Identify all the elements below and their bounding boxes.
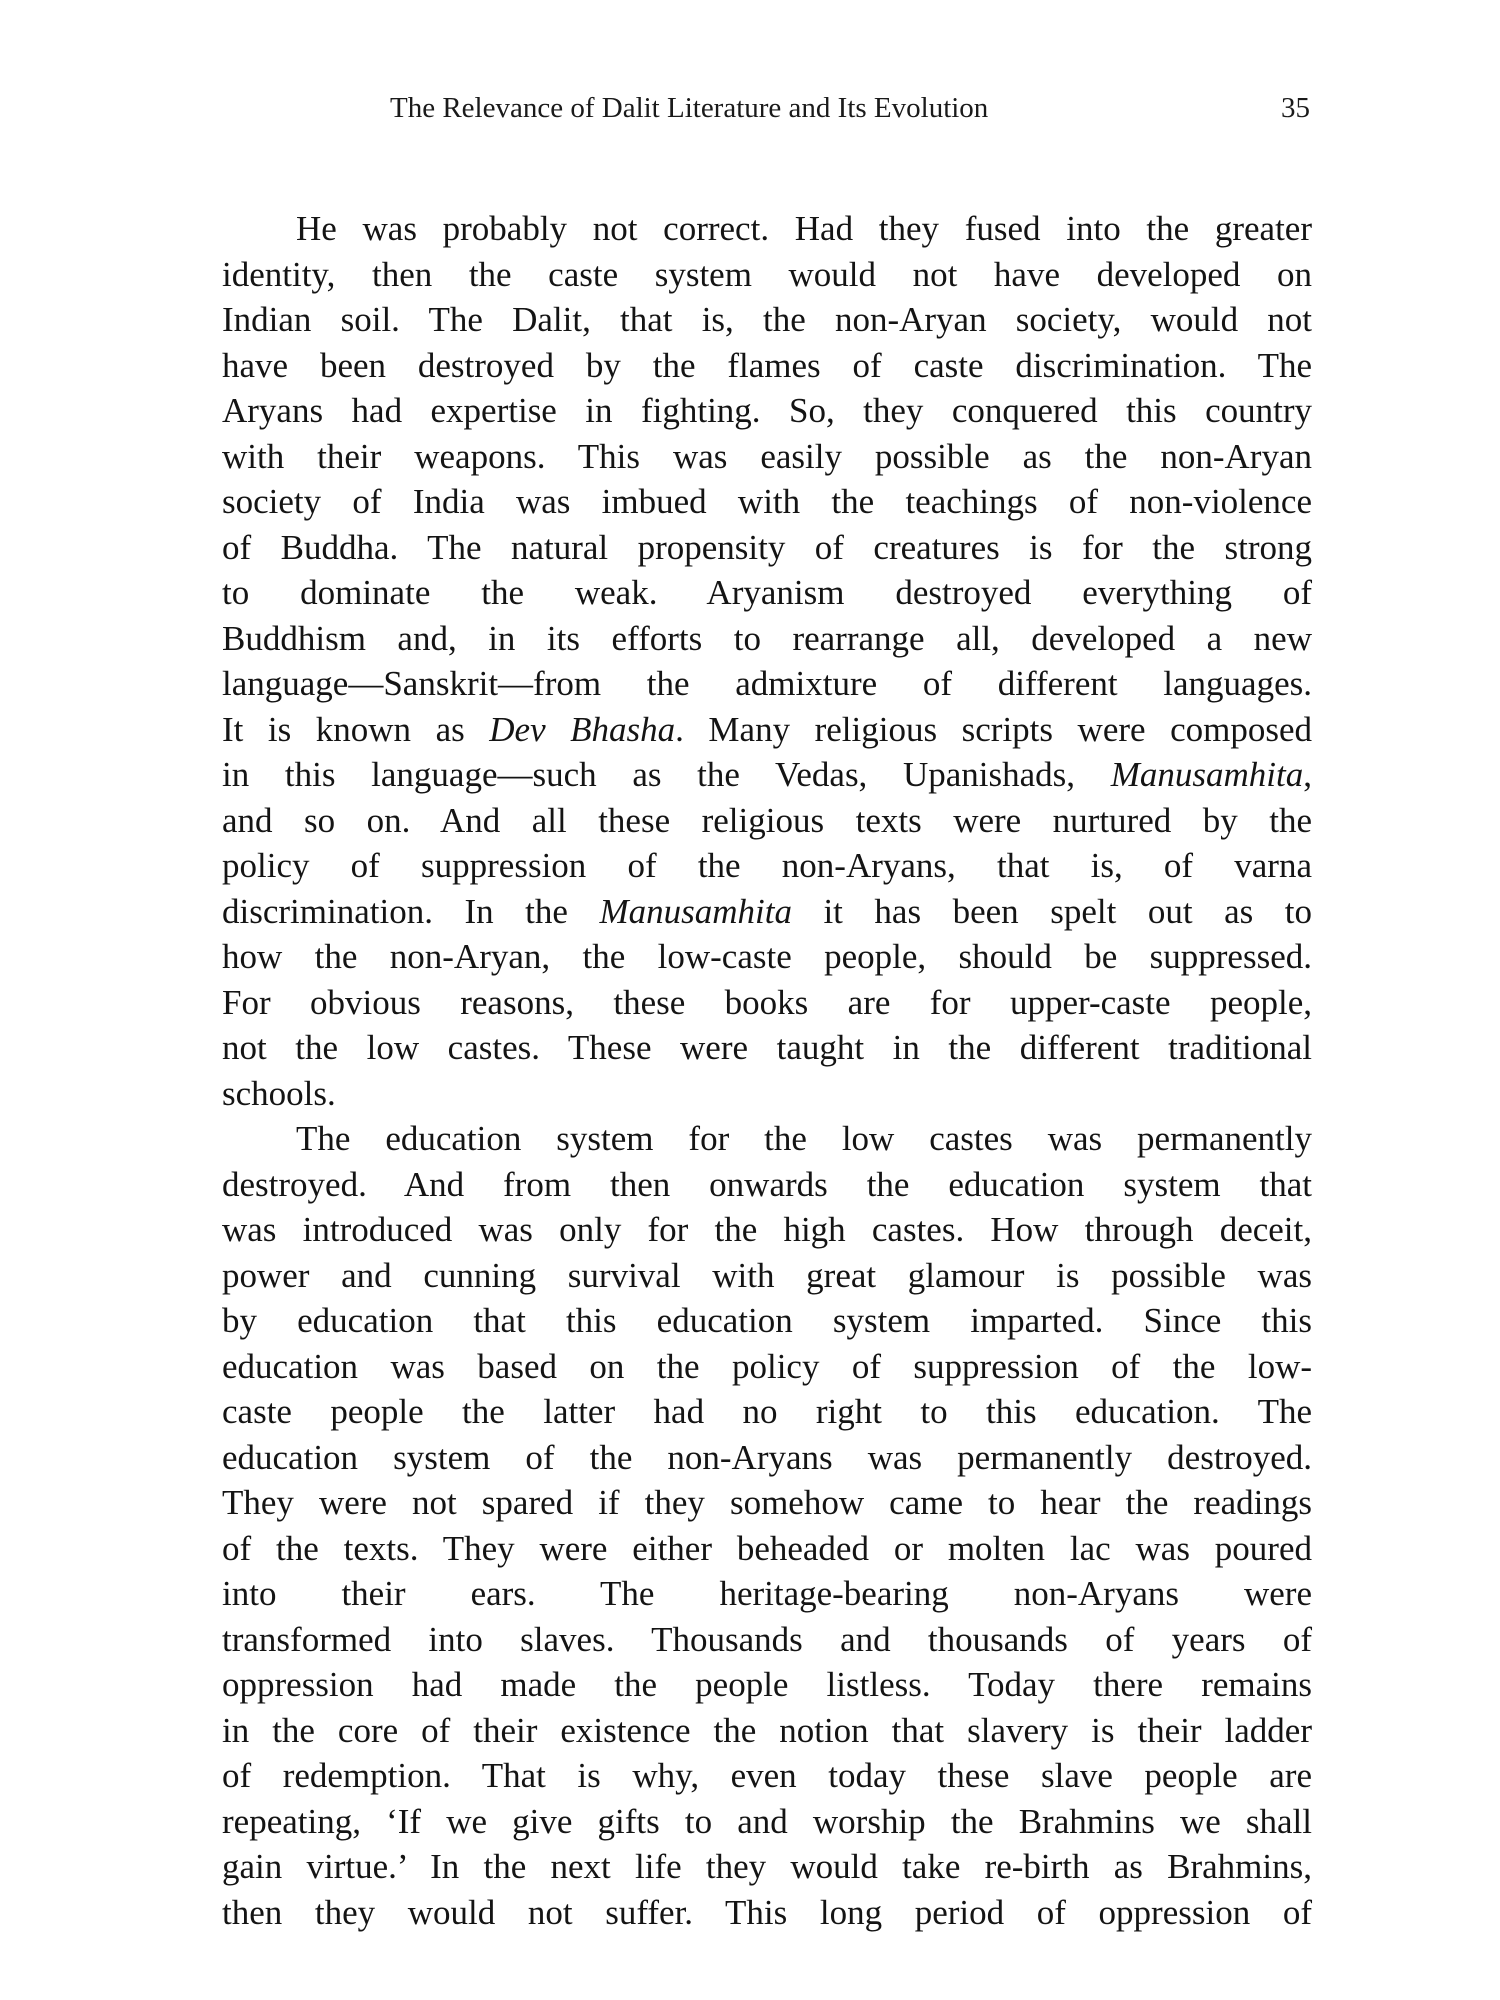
text-line: policy of suppression of the non-Aryans, that is, of varna [222, 846, 1312, 885]
text-line: Indian soil. The Dalit, that is, the non-Aryan society, would not [222, 300, 1312, 339]
text-line: how the non-Aryan, the low-caste people, should be suppressed. [222, 937, 1312, 976]
text-line: of redemption. That is why, even today these slave people are [222, 1756, 1312, 1795]
text-line: caste people the latter had no right to this education. The [222, 1392, 1312, 1431]
text-line: Buddhism and, in its efforts to rearrange all, developed a new [222, 618, 1312, 658]
text-line: discrimination. In the Manusamhita it has been spelt out as to [222, 891, 1312, 931]
text-line: with their weapons. This was easily possible as the non-Aryan [222, 436, 1312, 476]
text-line: have been destroyed by the flames of caste discrimination. The [222, 345, 1312, 385]
text-line: education was based on the policy of suppression of the low- [222, 1346, 1312, 1386]
text-line: of the texts. They were either beheaded or molten lac was poured [222, 1528, 1312, 1568]
text-line: by education that this education system imparted. Since this [222, 1301, 1312, 1340]
text-line: identity, then the caste system would not have developed on [222, 254, 1312, 294]
text-line: They were not spared if they somehow came to hear the readings [222, 1483, 1312, 1522]
body-text [222, 206, 1312, 1935]
text-line: power and cunning survival with great glamour is possible was [222, 1255, 1312, 1295]
text-line: language—Sanskrit—from the admixture of different languages. [222, 664, 1312, 703]
text-line: society of India was imbued with the teachings of non-violence [222, 482, 1312, 521]
text-line: The education system for the low castes was permanently [296, 1119, 1312, 1158]
running-title: The Relevance of Dalit Literature and Its Evolution [390, 92, 989, 124]
text-line: schools. [222, 1073, 336, 1113]
italic-term: Dev Bhasha [489, 709, 676, 749]
text-line: oppression had made the people listless. Today there remains [222, 1665, 1312, 1704]
text-line: into their ears. The heritage-bearing non-Aryans were [222, 1574, 1312, 1613]
text-line: then they would not suffer. This long period of oppression of [222, 1892, 1312, 1932]
text-line: gain virtue.’ In the next life they would take re-birth as Brahmins, [222, 1847, 1312, 1886]
text-line: He was probably not correct. Had they fused into the greater [296, 209, 1312, 248]
text-line: transformed into slaves. Thousands and thousands of years of [222, 1619, 1312, 1659]
text-line: not the low castes. These were taught in the different traditional [222, 1028, 1312, 1067]
text-line: Aryans had expertise in fighting. So, they conquered this country [222, 391, 1312, 430]
text-line: of Buddha. The natural propensity of creatures is for the strong [222, 527, 1312, 567]
text-line: to dominate the weak. Aryanism destroyed everything of [222, 573, 1312, 612]
text-line: in the core of their existence the notion that slavery is their ladder [222, 1710, 1312, 1750]
running-header [390, 88, 1310, 128]
text-line: in this language—such as the Vedas, Upanishads, Manusamhita, [222, 755, 1312, 794]
text-line: education system of the non-Aryans was permanently destroyed. [222, 1437, 1312, 1477]
text-line: was introduced was only for the high castes. How through deceit, [222, 1210, 1312, 1249]
text-line: repeating, ‘If we give gifts to and worship the Brahmins we shall [222, 1801, 1312, 1841]
text-line: and so on. And all these religious texts were nurtured by the [222, 800, 1312, 840]
italic-term: Manusamhita [1110, 755, 1304, 794]
text-line: destroyed. And from then onwards the education system that [222, 1164, 1312, 1204]
text-line: For obvious reasons, these books are for upper-caste people, [222, 982, 1312, 1022]
italic-term: Manusamhita [599, 891, 792, 931]
text-line: It is known as Dev Bhasha. Many religious scripts were composed [222, 709, 1312, 749]
page-number: 35 [1281, 92, 1310, 124]
